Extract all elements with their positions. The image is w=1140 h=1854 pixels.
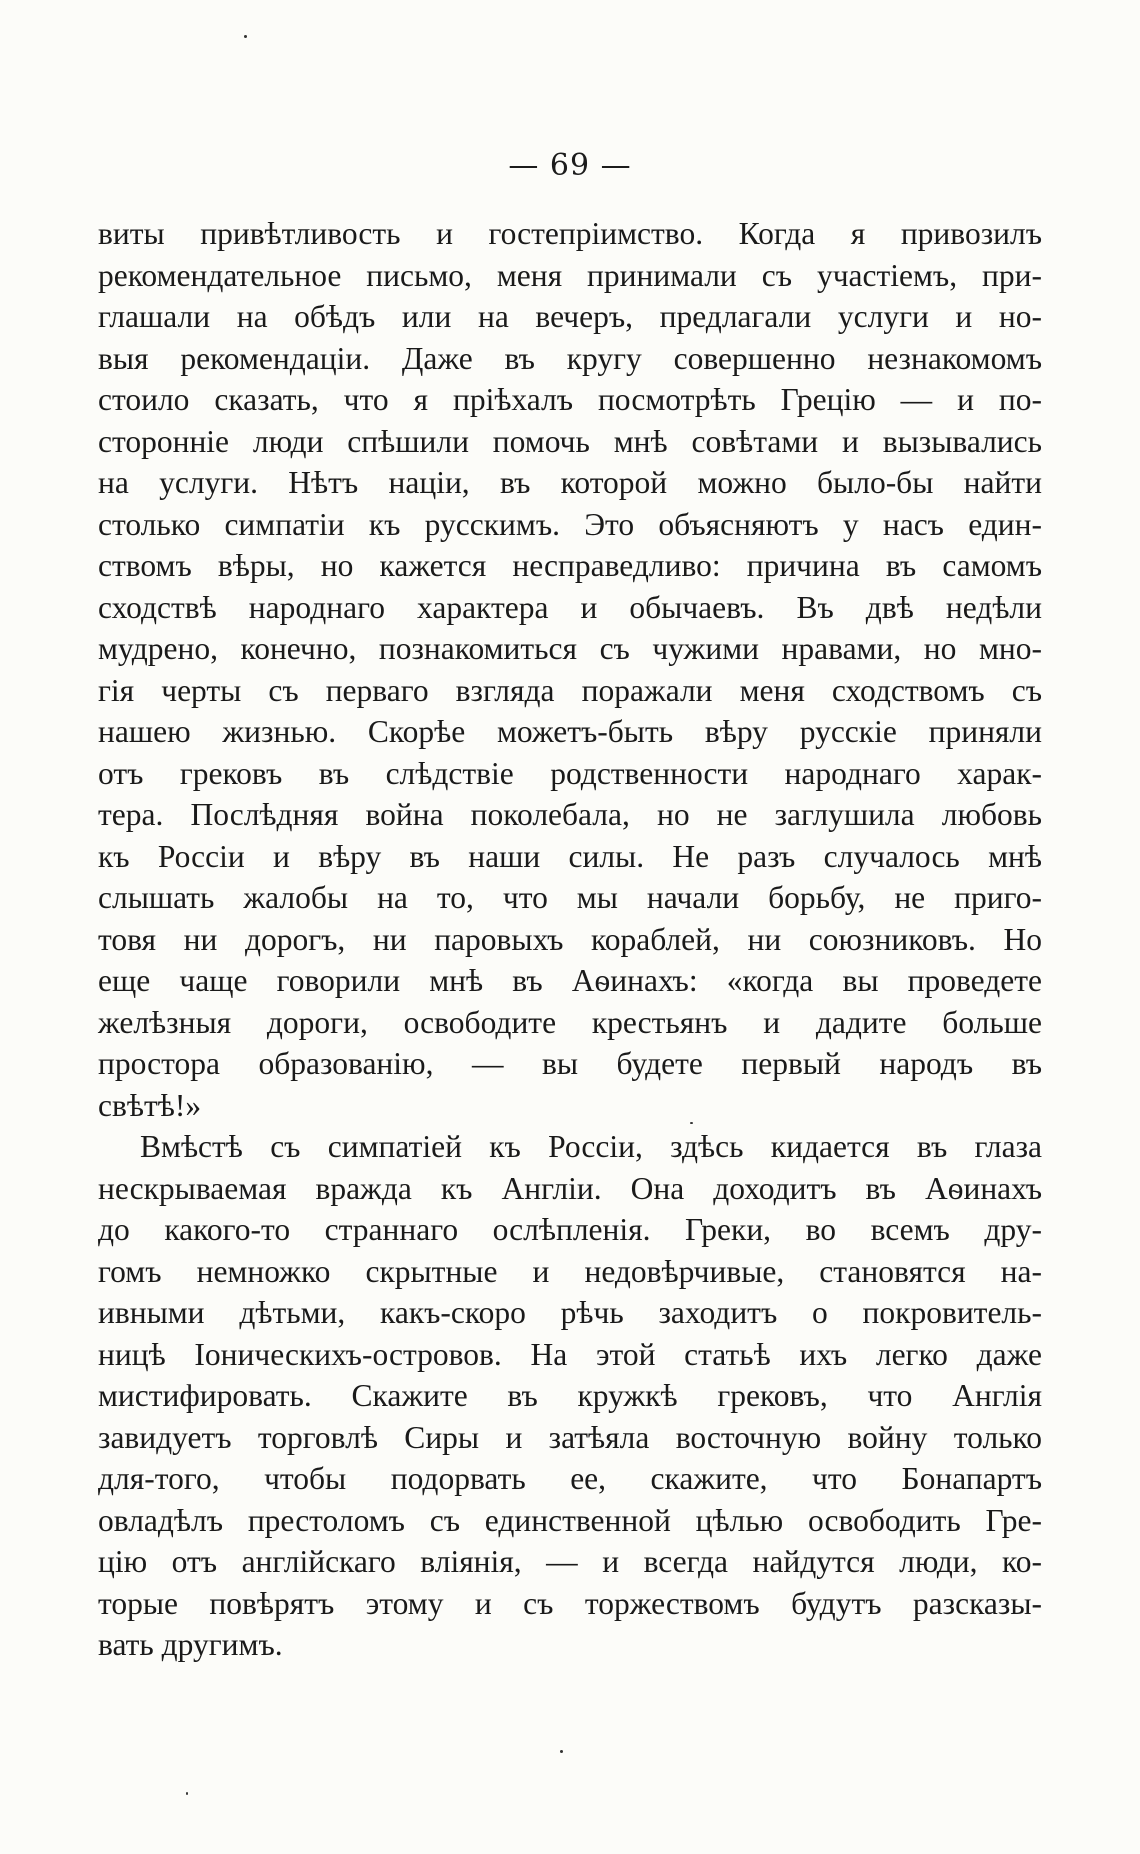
text-line: тера. Послѣдняя война поколебала, но не заглушила любовь	[98, 797, 1042, 832]
text-line: до какого-то страннаго ослѣпленія. Греки, во всемъ дру-	[98, 1212, 1042, 1247]
text-line: свѣтѣ!»	[98, 1087, 202, 1123]
paragraph-2	[98, 1126, 1042, 1666]
text-line: виты привѣтливость и гостепріимство. Когда я привозилъ	[98, 216, 1042, 251]
text-line: завидуетъ торговлѣ Сиры и затѣяла восточную войну только	[98, 1419, 1042, 1455]
text-line: цію отъ англійскаго вліянія, — и всегда найдутся люди, ко-	[98, 1544, 1042, 1579]
text-line: столько симпатіи къ русскимъ. Это объясняютъ у насъ един-	[98, 506, 1042, 542]
text-line: слышать жалобы на то, что мы начали борьбу, не приго-	[98, 880, 1042, 915]
text-line: простора образованію, — вы будете первый народъ въ	[98, 1046, 1042, 1081]
text-line: сходствѣ народнаго характера и обычаевъ. Въ двѣ недѣли	[98, 589, 1042, 625]
text-line: ствомъ вѣры, но кажется несправедливо: причина въ самомъ	[98, 548, 1042, 583]
text-line: къ Россіи и вѣру въ наши силы. Не разъ случалось мнѣ	[98, 838, 1042, 874]
text-line: гомъ немножко скрытные и недовѣрчивые, становятся на-	[98, 1253, 1042, 1289]
scan-speck	[186, 1792, 188, 1795]
scan-speck	[690, 1122, 693, 1124]
text-line: рекомендательное письмо, меня принимали съ участіемъ, при-	[98, 257, 1042, 293]
text-line: еще чаще говорили мнѣ въ Аѳинахъ: «когда вы проведете	[98, 963, 1042, 998]
text-line: мудрено, конечно, познакомиться съ чужими нравами, но мно-	[98, 631, 1042, 666]
text-line: ивными дѣтьми, какъ-скоро рѣчь заходитъ о покровитель-	[98, 1295, 1042, 1330]
text-line: нескрываемая вражда къ Англіи. Она доходитъ въ Аѳинахъ	[98, 1170, 1042, 1206]
text-line: стоило сказать, что я пріѣхалъ посмотрѣть Грецію — и по-	[98, 382, 1042, 417]
page-number: — 69 —	[508, 148, 632, 183]
text-line: отъ грековъ въ слѣдствіе родственности народнаго харак-	[98, 755, 1042, 791]
text-line: желѣзныя дороги, освободите крестьянъ и дадите больше	[98, 1004, 1042, 1040]
text-line: ницѣ Іоническихъ-островов. На этой статьѣ ихъ легко даже	[98, 1336, 1042, 1372]
text-line: стороннiе люди спѣшили помочь мнѣ совѣтами и вызывались	[98, 423, 1042, 459]
text-line: товя ни дорогъ, ни паровыхъ кораблей, ни союзниковъ. Но	[98, 921, 1042, 957]
scan-speck	[244, 35, 247, 38]
paragraph-1	[98, 213, 1042, 1126]
body-text	[98, 213, 1042, 1666]
text-line: глашали на обѣдъ или на вечеръ, предлагали услуги и но-	[98, 299, 1042, 334]
text-line: для-того, чтобы подорвать ее, скажите, что Бонапартъ	[98, 1461, 1042, 1496]
text-line: торые повѣрятъ этому и съ торжествомъ будутъ разсказы-	[98, 1585, 1042, 1621]
text-line: Вмѣстѣ съ симпатіей къ Россіи, здѣсь кидается въ глаза	[140, 1129, 1042, 1164]
text-line: нашею жизнью. Скорѣе можетъ-быть вѣру русскіе приняли	[98, 714, 1042, 749]
text-line: гія черты съ перваго взгляда поражали меня сходствомъ съ	[98, 672, 1042, 708]
text-line: вать другимъ.	[98, 1627, 283, 1662]
text-line: на услуги. Нѣтъ націи, въ которой можно было-бы найти	[98, 465, 1042, 500]
text-line: овладѣлъ престоломъ съ единственной цѣлью освободить Гре-	[98, 1502, 1042, 1538]
scan-speck	[560, 1750, 563, 1753]
text-line: выя рекомендаціи. Даже въ кругу совершенно незнакомомъ	[98, 340, 1042, 376]
text-line: мистифировать. Скажите въ кружкѣ грековъ, что Англія	[98, 1378, 1042, 1413]
